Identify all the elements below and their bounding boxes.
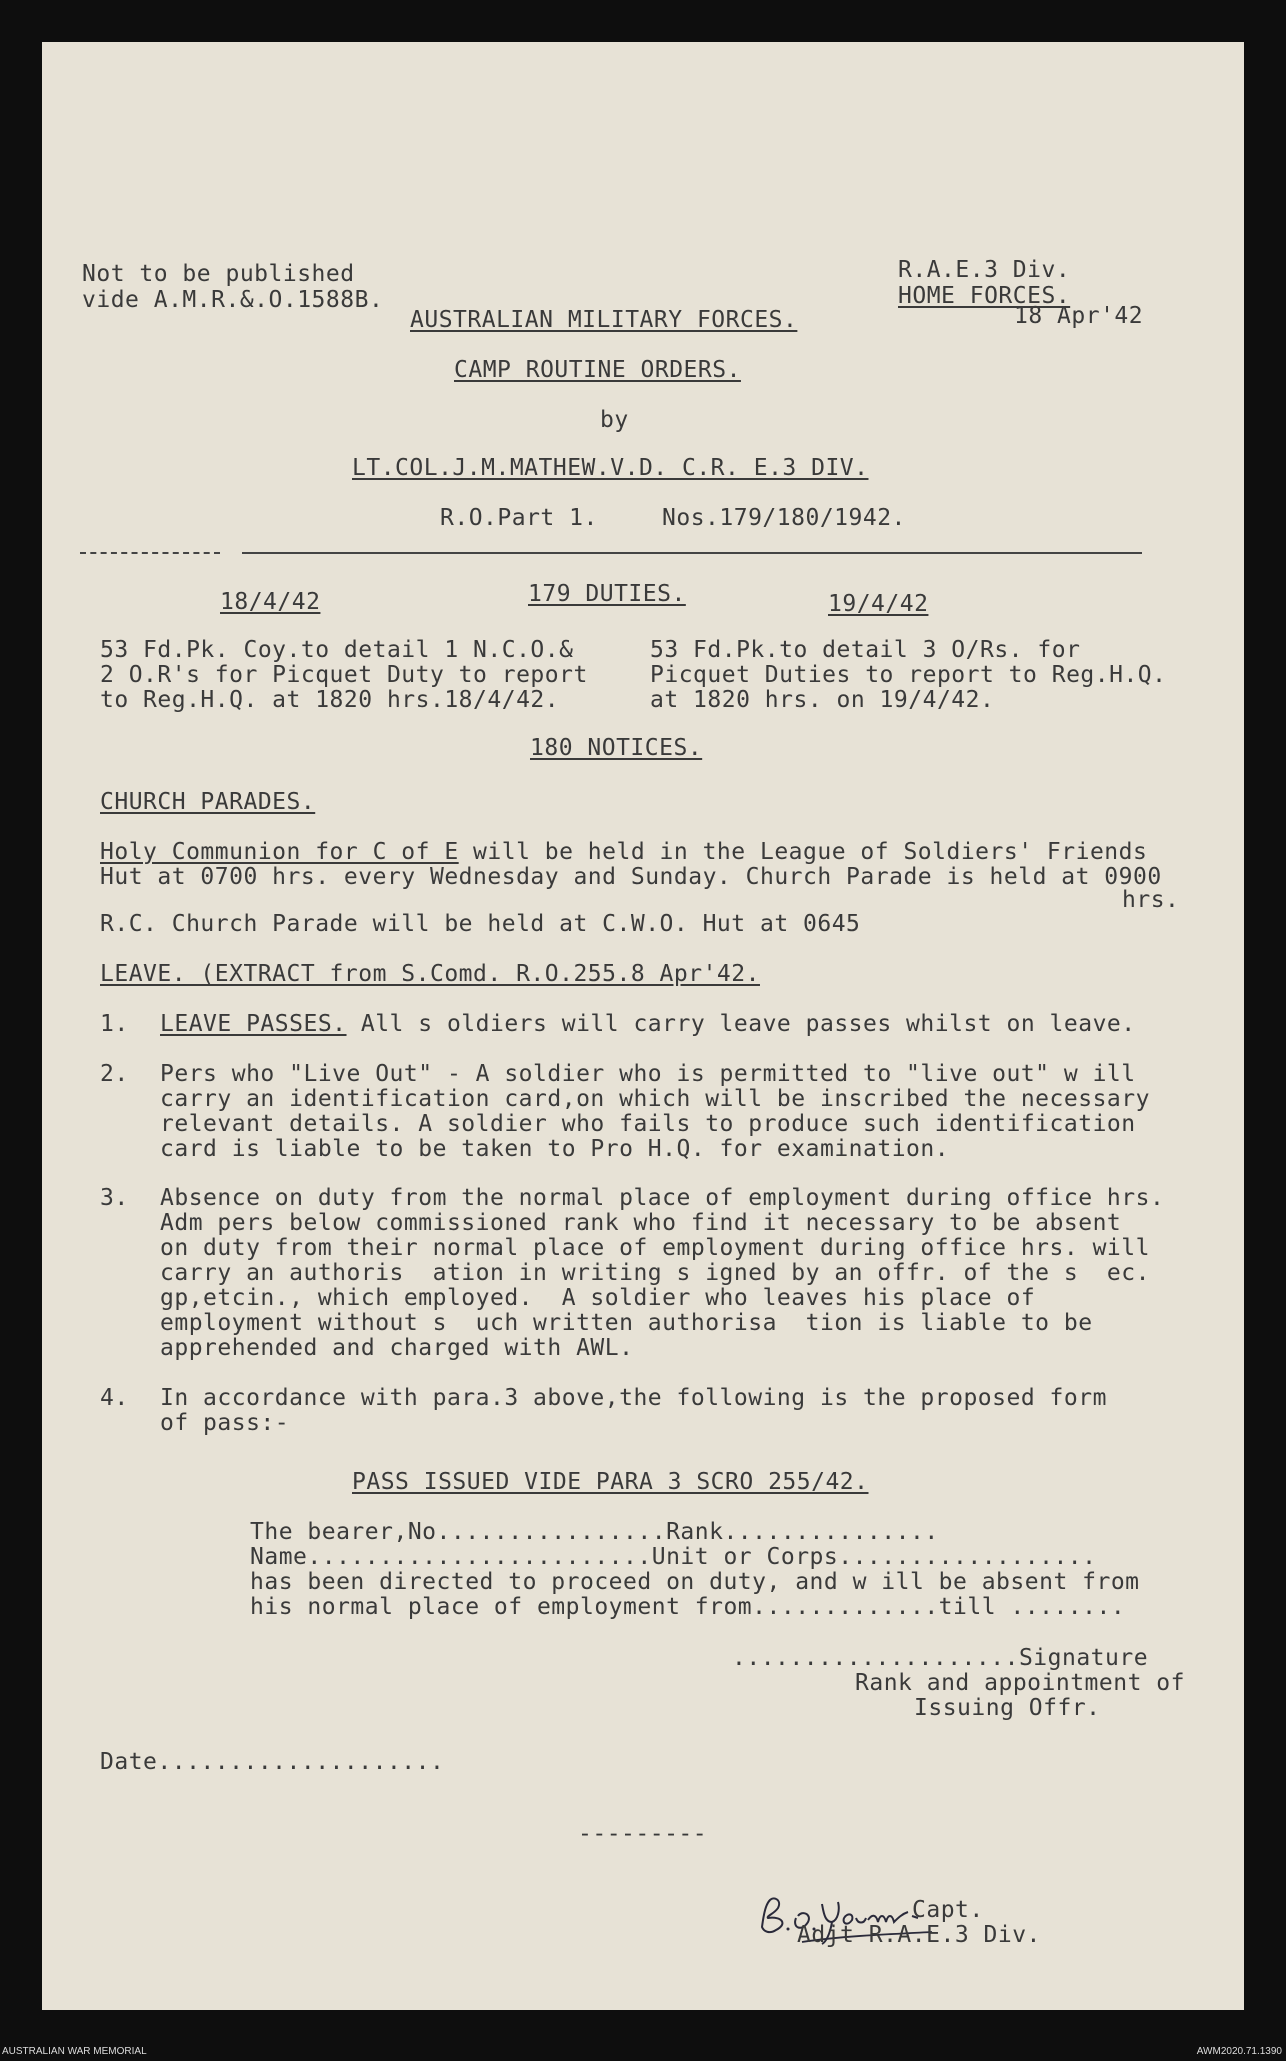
para1-number: 1. [100,1011,129,1037]
para2-line-2: carry an identification card,on which will be inscribed the necessary [160,1086,1150,1112]
church-line-2: Hut at 0700 hrs. every Wednesday and Sunday. Church Parade is held at 0900 [100,864,1162,890]
pass-issuing-line: Issuing Offr. [914,1695,1101,1721]
para2-line-1: Pers who "Live Out" - A soldier who is permitted to "live out" w ill [160,1061,1136,1087]
para4-line-1: In accordance with para.3 above,the following is the proposed form [160,1385,1107,1411]
duties-left-line-3: to Reg.H.Q. at 1820 hrs.18/4/42. [100,687,560,713]
footer-accession-number: AWM2020.71.1390 [1196,2046,1282,2057]
pass-line-1: The bearer,No................Rank............... [250,1519,939,1545]
pass-rank-line: Rank and appointment of [855,1670,1185,1696]
duties-heading: 179 DUTIES. [528,581,686,607]
pass-line-3: has been directed to proceed on duty, and w ill be absent from [250,1569,1140,1595]
para3-line-3: on duty from their normal place of employment during office hrs. will [160,1235,1150,1261]
part-label: R.O.Part 1. [440,505,598,531]
notices-heading: 180 NOTICES. [530,735,703,761]
order-date: 18 Apr'42 [1014,303,1144,329]
duties-right-date: 19/4/42 [828,591,929,617]
duties-right-line-1: 53 Fd.Pk.to detail 3 O/Rs. for [650,637,1081,663]
unit-line-2: HOME FORCES. [898,283,1071,309]
pass-heading: PASS ISSUED VIDE PARA 3 SCRO 255/42. [352,1469,869,1495]
restriction-line-1: Not to be published [82,261,355,287]
para3-line-2: Adm pers below commissioned rank who find it necessary to be absent [160,1210,1122,1236]
church-parades-heading: CHURCH PARADES. [100,789,316,815]
document-page [42,42,1244,2010]
para1-rest: All s oldiers will carry leave passes whilst on leave. [346,1011,1136,1037]
closing-appointment: Adjt R.A.E.3 Div. [797,1922,1041,1948]
document-subtitle: CAMP ROUTINE ORDERS. [454,357,741,383]
order-numbers: Nos.179/180/1942. [662,505,906,531]
pass-date-line: Date.................... [100,1749,445,1775]
para4-number: 4. [100,1385,129,1411]
church-line-1-underlined: Holy Communion for C of E [100,839,459,865]
para3-line-4: carry an authoris ation in writing s igned by an offr. of the s ec. [160,1260,1150,1286]
pass-line-4: his normal place of employment from.............till ........ [250,1594,1126,1620]
pass-line-2: Name........................Unit or Corps.................. [250,1544,1097,1570]
duties-left-line-1: 53 Fd.Pk. Coy.to detail 1 N.C.O.& [100,637,574,663]
church-line-1-rest: will be held in the League of Soldiers' Friends [458,839,1148,865]
church-line-4: R.C. Church Parade will be held at C.W.O. Hut at 0645 [100,911,861,937]
document-title: AUSTRALIAN MILITARY FORCES. [410,307,798,333]
restriction-line-2: vide A.M.R.&.O.1588B. [82,287,384,313]
para1-title: LEAVE PASSES. [160,1011,347,1037]
leave-heading: LEAVE. (EXTRACT from S.Comd. R.O.255.8 Apr'42. [100,961,760,987]
duties-left-line-2: 2 O.R's for Picquet Duty to report [100,662,588,688]
duties-right-line-2: Picquet Duties to report to Reg.H.Q. [650,662,1167,688]
para3-number: 3. [100,1185,129,1211]
unit-line-1: R.A.E.3 Div. [898,257,1071,283]
pass-signature-line: ....................Signature [732,1645,1149,1671]
para1-text [160,1012,1136,1037]
footer-institution: AUSTRALIAN WAR MEMORIAL [2,2046,147,2057]
duties-right-line-3: at 1820 hrs. on 19/4/42. [650,687,995,713]
closing-divider: --------- [578,1821,708,1847]
para3-line-1: Absence on duty from the normal place of employment during office hrs. [160,1185,1165,1211]
para4-line-2: of pass:- [160,1410,290,1436]
closing-rank: Capt. [912,1897,984,1923]
para2-line-4: card is liable to be taken to Pro H.Q. for examination. [160,1136,950,1162]
header-divider [242,552,1142,554]
by-line: by [600,407,629,433]
dashed-rule-left [80,552,220,554]
duties-left-date: 18/4/42 [220,589,321,615]
para2-line-3: relevant details. A soldier who fails to produce such identification [160,1111,1136,1137]
para3-line-7: apprehended and charged with AWL. [160,1335,634,1361]
para3-line-6: employment without s uch written authorisa tion is liable to be [160,1310,1093,1336]
para3-line-5: gp,etcin., which employed. A soldier who leaves his place of [160,1285,1036,1311]
church-line-1 [100,840,1147,865]
church-line-3: hrs. [1122,887,1180,913]
commander-line: LT.COL.J.M.MATHEW.V.D. C.R. E.3 DIV. [352,455,869,481]
para2-number: 2. [100,1061,129,1087]
